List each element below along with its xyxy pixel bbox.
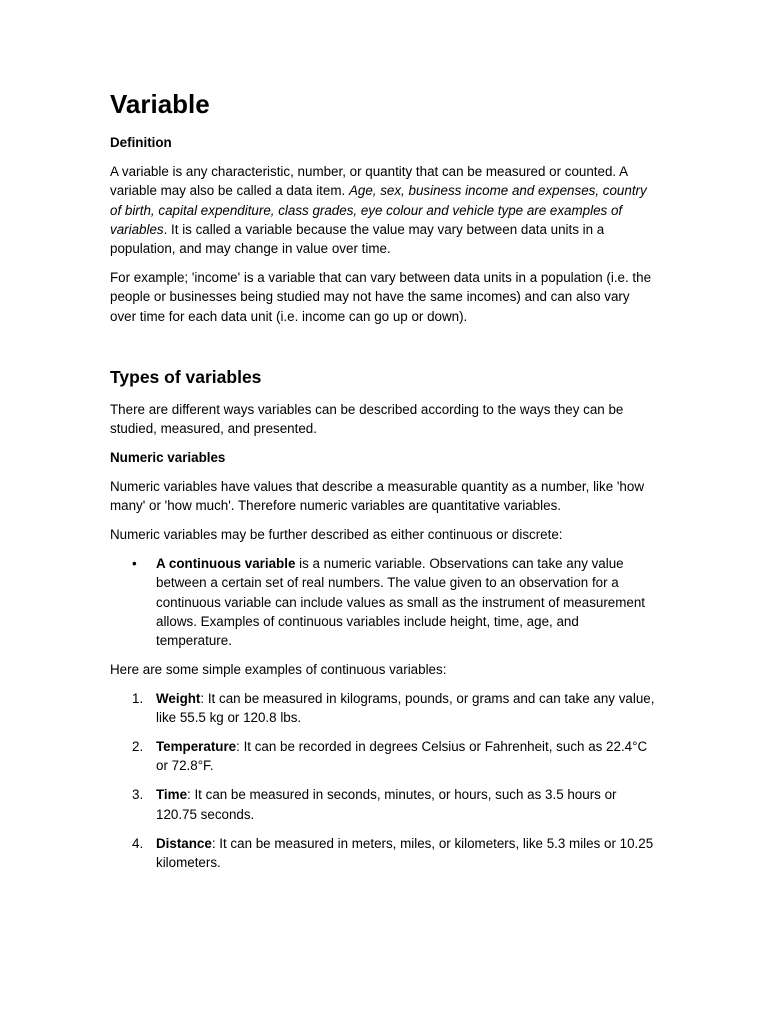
bullet-list bbox=[110, 554, 655, 650]
list-item bbox=[110, 689, 655, 728]
example-text: : It can be measured in meters, miles, or kilometers, like 5.3 miles or 10.25 kilometers. bbox=[156, 835, 654, 870]
list-item bbox=[110, 737, 655, 776]
list-number: 4. bbox=[132, 835, 144, 851]
example-term: Distance bbox=[156, 835, 212, 851]
example-paragraph: For example; 'income' is a variable that can vary between data units in a population (i.e. the people or businesses being studied may not have the same incomes) and can also vary over time for each data unit (i.e. income can go up or down). bbox=[110, 270, 652, 324]
example-term: Temperature bbox=[156, 739, 237, 755]
definition-rest: . It is called a variable because the value may vary between data units in a population, and may change in value over time. bbox=[110, 221, 605, 257]
types-heading: Types of variables bbox=[110, 367, 262, 387]
example-term: Weight bbox=[156, 691, 201, 706]
bullet-text: is a numeric variable. Observations can take any value between a certain set of real numbers. The value given to an observation for a continuous variable can include values as small as the instrument of measurement allows. Examples of continuous variables include height, time, age, and temperature. bbox=[156, 556, 646, 649]
list-number: 3. bbox=[132, 787, 144, 803]
example-term: Time bbox=[156, 787, 188, 803]
bullet-marker: • bbox=[132, 556, 137, 571]
numeric-further-paragraph: Numeric variables may be further described as either continuous or discrete: bbox=[110, 527, 563, 542]
example-text: : It can be recorded in degrees Celsius or Fahrenheit, such as 22.4°C or 72.8°F. bbox=[156, 739, 648, 774]
numeric-paragraph: Numeric variables have values that describe a measurable quantity as a number, like 'how many' or 'how much'. Therefore numeric variables are quantitative variables. bbox=[110, 479, 644, 514]
list-number: 2. bbox=[132, 739, 144, 755]
numeric-heading: Numeric variables bbox=[110, 450, 226, 465]
bullet-term: A continuous variable bbox=[156, 556, 296, 571]
examples-intro-paragraph: Here are some simple examples of continuous variables: bbox=[110, 662, 447, 677]
definition-paragraph bbox=[110, 162, 655, 258]
example-text: : It can be measured in kilograms, pounds, or grams and can take any value, like 55.5 kg or 120.8 lbs. bbox=[156, 691, 655, 726]
list-number: 1. bbox=[132, 691, 144, 706]
examples-list bbox=[110, 689, 655, 882]
list-item bbox=[110, 834, 655, 873]
page-title: Variable bbox=[110, 89, 210, 119]
definition-examples: Age, sex, business income and expenses, country of birth, capital expenditure, class grades, eye colour and vehicle type are examples of variables bbox=[110, 183, 647, 237]
list-item bbox=[110, 554, 655, 650]
list-item bbox=[110, 785, 655, 824]
definition-heading: Definition bbox=[110, 135, 172, 150]
example-text: : It can be measured in seconds, minutes, or hours, such as 3.5 hours or 120.75 seconds. bbox=[156, 787, 617, 822]
types-intro-paragraph: There are different ways variables can be described according to the ways they can be studied, measured, and presented. bbox=[110, 402, 624, 437]
definition-intro: A variable is any characteristic, number, or quantity that can be measured or counted. A variable may also be called a data item. bbox=[110, 164, 628, 199]
